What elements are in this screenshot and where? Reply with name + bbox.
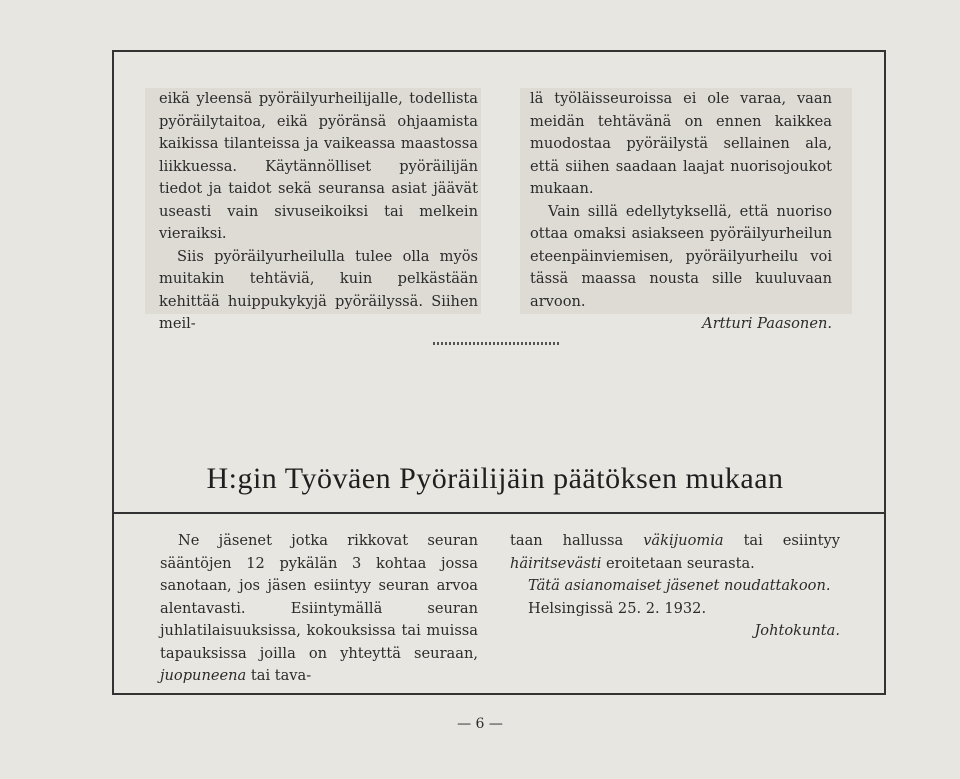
notice-instruction: [510, 575, 840, 598]
notice-text: tai esiintyy: [743, 532, 841, 549]
notice-instruction-text: Tätä asianomaiset jäsenet noudattakoon.: [528, 577, 831, 594]
notice-text: eroitetaan seurasta.: [606, 554, 755, 572]
page-number: — 6 —: [457, 716, 503, 732]
article-paragraph: eikä yleensä pyöräilyurheilijalle, todellista pyöräilytaitoa, eikä pyöränsä ohjaamista kaikissa tilanteissa ja vaikeassa maastossa liikkuessa. Käytännölliset pyöräilijän tiedot ja taidot sekä seuransa asiat jäävät useasti vain sivuseikoiksi tai melkein vieraiksi.: [159, 90, 478, 242]
article-column-left: [145, 88, 481, 332]
notice-emphasis: häiritsevästi: [510, 554, 602, 572]
article-paragraph: Siis pyöräilyurheilulla tulee olla myös muitakin tehtäviä, kuin pelkästään kehittää huippukykyjä pyöräilyssä. Siihen meil-: [159, 247, 478, 332]
article-column-right: [520, 88, 852, 332]
headline-rule: [112, 512, 886, 514]
notice-column-left: [150, 530, 478, 688]
notice-signature: Johtokunta.: [754, 622, 840, 639]
notice-text: tai tava-: [250, 667, 312, 684]
notice-column-right: [510, 530, 840, 643]
notice-emphasis: väkijuomia: [643, 532, 724, 549]
article-paragraph: lä työläisseuroissa ei ole varaa, vaan meidän tehtävänä on ennen kaikkea muodostaa pyöräilystä sellainen ala, että siihen saadaan laajat nuorisojoukot mukaan.: [530, 90, 832, 197]
notice-emphasis: juopuneena: [160, 667, 247, 684]
section-divider: [433, 342, 561, 345]
place-date: Helsingissä 25. 2. 1932.: [528, 599, 707, 617]
notice-paragraph: [160, 530, 478, 688]
notice-text: taan hallussa: [510, 532, 624, 549]
article-paragraph: Vain sillä edellytyksellä, että nuoriso ottaa omaksi asiakseen pyöräilyurheilun eteenpäinviemisen, pyöräilyurheilu voi tässä maassa nousta sille kuuluvaan arvoon.: [530, 202, 832, 310]
notice-paragraph: [510, 530, 840, 575]
notice-text: Ne jäsenet jotka rikkovat seuran sääntöjen 12 pykälän 3 kohtaa jossa sanotaan, jos jäsen esiintyy seuran arvoa alentavasti. Esiintymällä seuran juhlatilaisuuksissa, kokouksissa tai muissa tapauksissa joilla on yhteyttä seuraan,: [160, 532, 478, 662]
notice-headline: H:gin Työväen Pyöräilijäin päätöksen mukaan: [206, 462, 784, 495]
article-signature: Artturi Paasonen.: [702, 315, 832, 332]
